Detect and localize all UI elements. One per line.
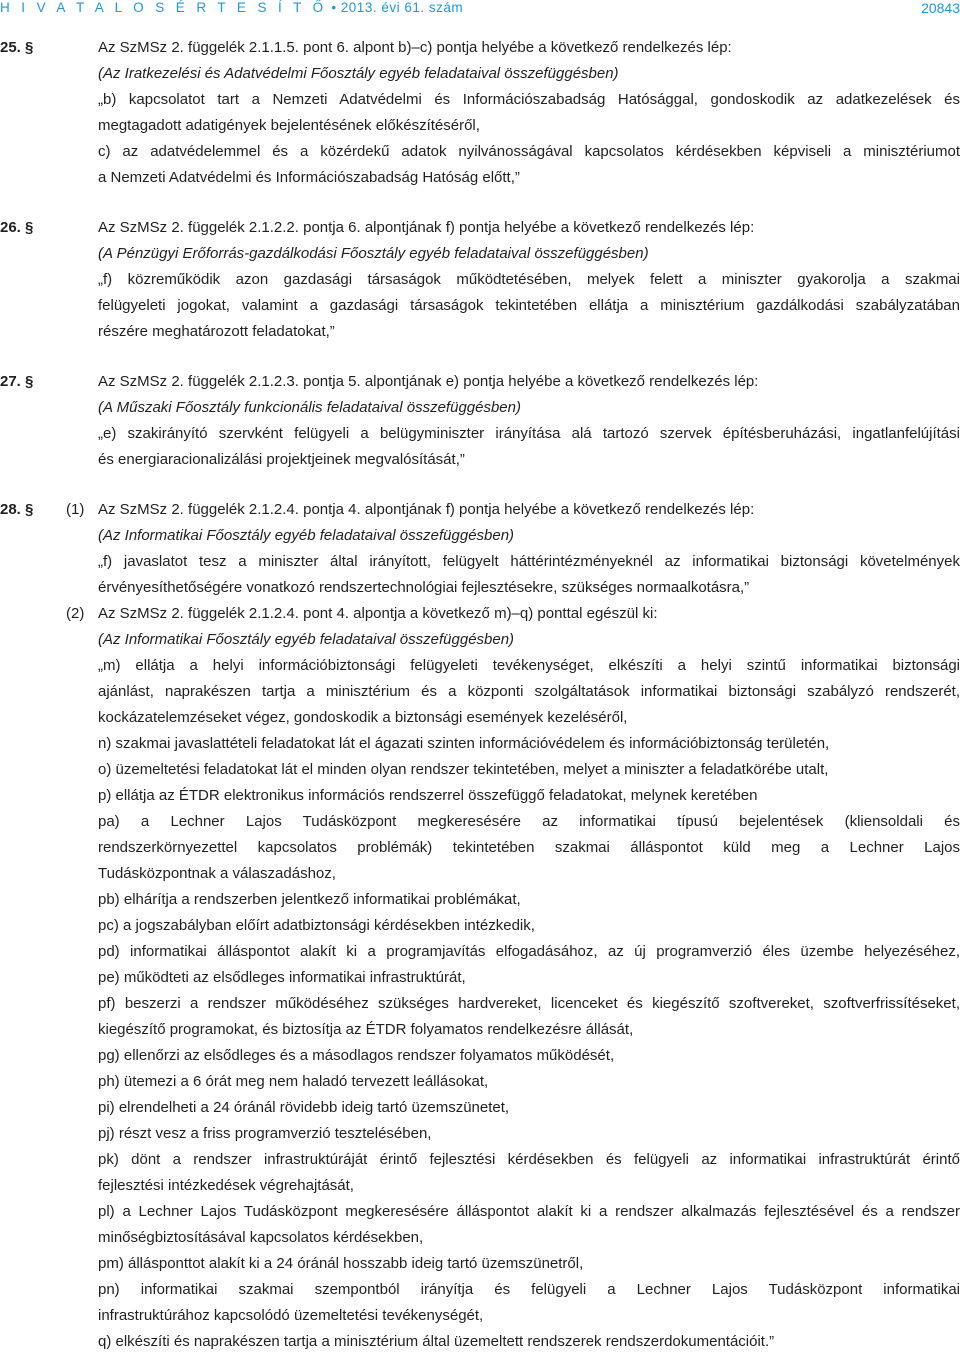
- section-4-line: [0, 861, 960, 887]
- section-2-line: [0, 215, 960, 241]
- section-3-line: [0, 395, 960, 421]
- paragraph-text: „e) szakirányító szervként felügyeli a belügyminiszter irányítása alá tartozó szervek építésberuházási, ingatlanfelújítási: [98, 425, 960, 442]
- context-heading: (Az Informatikai Főosztály egyéb feladataival összefüggésben): [98, 631, 515, 648]
- paragraph-text: infrastruktúrához kapcsolódó üzemeltetési tevékenységét,: [98, 1307, 484, 1324]
- section-2-line: [0, 319, 960, 345]
- section-4-line: [0, 549, 960, 575]
- section-number: 25. §: [0, 39, 34, 56]
- section-4-line: [0, 1017, 960, 1043]
- paragraph-text: Az SzMSz 2. függelék 2.1.2.3. pontja 5. alpontjának e) pontja helyébe a következő rendelkezés lép:: [98, 373, 759, 390]
- section-4-line: [0, 679, 960, 705]
- context-heading: (A Műszaki Főosztály funkcionális feladataival összefüggésben): [98, 399, 521, 416]
- page-header: [0, 0, 960, 14]
- section-2-line: [0, 267, 960, 293]
- section-4-line: [0, 523, 960, 549]
- paragraph-text: Az SzMSz 2. függelék 2.1.2.4. pontja 4. alpontjának f) pontja helyébe a következő rendelkezés lép:: [98, 501, 755, 518]
- section-1-line: [0, 87, 960, 113]
- paragraph-text: „f) közreműködik azon gazdasági társaságok működtetésében, melyek felett a miniszter gyakorolja a szakmai: [98, 271, 960, 288]
- section-4-line: [0, 1147, 960, 1173]
- paragraph-text: pj) részt vesz a friss programverzió tesztelésében,: [98, 1125, 432, 1142]
- section-4-line: [0, 1121, 960, 1147]
- paragraph-text: pm) állásponttot alakít ki a 24 óránál hosszabb ideig tartó üzemszünetről,: [98, 1255, 584, 1272]
- paragraph-text: Az SzMSz 2. függelék 2.1.1.5. pont 6. alpont b)–c) pontja helyébe a következő rendelkezés lép:: [98, 39, 732, 56]
- section-4-line: [0, 939, 960, 965]
- section-4-line: [0, 705, 960, 731]
- paragraph-text: ph) ütemezi a 6 órát meg nem haladó tervezett leállásokat,: [98, 1073, 489, 1090]
- paragraph-text: érvényesíthetőségére vonatkozó rendszertechnológiai fejlesztésekre, szükséges normaalkotásra,”: [98, 579, 750, 596]
- section-4-line: [0, 1277, 960, 1303]
- section-2-line: [0, 241, 960, 267]
- section-4-line: [0, 601, 960, 627]
- paragraph-text: pa) a Lechner Lajos Tudásközpont megkeresésére az informatikai típusú bejelentések (kliensoldali és: [98, 813, 960, 830]
- paragraph-text: megtagadott adatigények bejelentésének előkészítéséről,: [98, 117, 480, 134]
- paragraph-text: pl) a Lechner Lajos Tudásközpont megkeresésére álláspontot alakít ki a rendszer alkalmazás fejlesztésével és a rendszer: [98, 1203, 960, 1220]
- section-4-line: [0, 731, 960, 757]
- section-4-line: [0, 497, 960, 523]
- context-heading: (A Pénzügyi Erőforrás-gazdálkodási Főosztály egyéb feladataival összefüggésben): [98, 245, 649, 262]
- paragraph-text: a Nemzeti Adatvédelmi és Információszabadság Hatóság előtt,”: [98, 169, 520, 186]
- paragraph-text: „m) ellátja a helyi információbiztonsági felügyeleti tevékenységet, elkészíti a helyi szintű informatikai biztonsági: [98, 657, 960, 674]
- section-4-line: [0, 1069, 960, 1095]
- section-4-line: [0, 575, 960, 601]
- section-4-line: [0, 1199, 960, 1225]
- paragraph-text: pc) a jogszabályban előírt adatbiztonsági kérdésekben intézkedik,: [98, 917, 535, 934]
- section-number: 26. §: [0, 219, 34, 236]
- paragraph-text: ajánlást, naprakészen tartja a minisztérium és a központi szolgáltatások informatikai biztonsági szabályzó rendszerét,: [98, 683, 960, 700]
- section-4-line: [0, 1095, 960, 1121]
- document-body: [0, 35, 960, 1355]
- paragraph-text: q) elkészíti és naprakészen tartja a minisztérium által üzemeltett rendszerek rendszerdokumentációit.”: [98, 1333, 775, 1350]
- paragraph-text: kockázatelemzéseket végez, gondoskodik a biztonsági események kezeléséről,: [98, 709, 628, 726]
- section-3-line: [0, 447, 960, 473]
- section-4-line: [0, 1329, 960, 1355]
- section-4-line: [0, 913, 960, 939]
- paragraph-text: o) üzemeltetési feladatokat lát el minden olyan rendszer tekintetében, melyet a miniszter a feladatkörébe utalt,: [98, 761, 829, 778]
- journal-header: [0, 0, 463, 15]
- paragraph-text: n) szakmai javaslattételi feladatokat lát el ágazati szinten információvédelem és információbiztonság területén,: [98, 735, 830, 752]
- paragraph-text: Az SzMSz 2. függelék 2.1.2.2. pontja 6. alpontjának f) pontja helyébe a következő rendelkezés lép:: [98, 219, 755, 236]
- section-1-line: [0, 61, 960, 87]
- paragraph-text: rendszerkörnyezettel kapcsolatos problémák) tekintetében szakmai álláspontot küld meg a Lechner Lajos: [98, 839, 960, 856]
- paragraph-text: fejlesztési intézkedések végrehajtását,: [98, 1177, 354, 1194]
- paragraph-text: „f) javaslatot tesz a miniszter által irányított, felügyelt háttérintézményeknél az informatikai biztonsági követelmények: [98, 553, 960, 570]
- section-3-line: [0, 421, 960, 447]
- page-number: 20843: [921, 0, 960, 16]
- paragraph-text: részére meghatározott feladatokat,”: [98, 323, 335, 340]
- section-4-line: [0, 887, 960, 913]
- paragraph-text: pi) elrendelheti a 24 óránál rövidebb ideig tartó üzemszünetet,: [98, 1099, 510, 1116]
- paragraph-text: p) ellátja az ÉTDR elektronikus információs rendszerrel összefüggő feladatokat, melynek keretében: [98, 787, 758, 804]
- section-4-line: [0, 1043, 960, 1069]
- paragraph-text: kiegészítő programokat, és biztosítja az ÉTDR folyamatos rendelkezésre állását,: [98, 1021, 634, 1038]
- section-2-line: [0, 293, 960, 319]
- paragraph-text: felügyeleti jogokat, valamint a gazdasági társaságok tekintetében ellátja a minisztérium gazdálkodási szabályzatában: [98, 297, 960, 314]
- section-4-line: [0, 757, 960, 783]
- paragraph-text: pb) elhárítja a rendszerben jelentkező informatikai problémákat,: [98, 891, 521, 908]
- section-1-line: [0, 165, 960, 191]
- context-heading: (Az Iratkezelési és Adatvédelmi Főosztály egyéb feladataival összefüggésben): [98, 65, 619, 82]
- paragraph-text: pe) működteti az elsődleges informatikai infrastruktúrát,: [98, 969, 466, 986]
- paragraph-text: pg) ellenőrzi az elsődleges és a másodlagos rendszer folyamatos működését,: [98, 1047, 615, 1064]
- paragraph-text: pk) dönt a rendszer infrastruktúráját érintő fejlesztési kérdésekben és felügyeli az informatikai infrastruktúrát érintő: [98, 1151, 960, 1168]
- paragraph-text: pn) informatikai szakmai szempontból irányítja és felügyeli a Lechner Lajos Tudásközpont informatikai: [98, 1281, 960, 1298]
- section-4-line: [0, 1303, 960, 1329]
- section-4-line: [0, 835, 960, 861]
- subsection-number: (2): [66, 605, 85, 622]
- journal-title: H I V A T A L O S É R T E S Í T Ő: [0, 0, 328, 15]
- section-4-line: [0, 965, 960, 991]
- section-4-line: [0, 627, 960, 653]
- context-heading: (Az Informatikai Főosztály egyéb feladataival összefüggésben): [98, 527, 515, 544]
- paragraph-text: pf) beszerzi a rendszer működéséhez szükséges hardvereket, licenceket és kiegészítő szoftvereket, szoftverfrissítéseket,: [98, 995, 960, 1012]
- section-1-line: [0, 139, 960, 165]
- section-number: 27. §: [0, 373, 34, 390]
- section-4-line: [0, 1225, 960, 1251]
- paragraph-text: pd) informatikai álláspontot alakít ki a programjavítás elfogadásához, az új programverzió éles üzembe helyezéséhez,: [98, 943, 960, 960]
- paragraph-text: „b) kapcsolatot tart a Nemzeti Adatvédelmi és Információszabadság Hatósággal, gondoskodik az adatkezelések és: [98, 91, 960, 108]
- issue-label: • 2013. évi 61. szám: [327, 0, 464, 15]
- paragraph-text: Tudásközpontnak a válaszadáshoz,: [98, 865, 336, 882]
- section-4-line: [0, 991, 960, 1017]
- paragraph-text: c) az adatvédelemmel és a közérdekű adatok nyilvánosságával kapcsolatos kérdésekben képviseli a minisztériumot: [98, 143, 960, 160]
- paragraph-text: Az SzMSz 2. függelék 2.1.2.4. pont 4. alpontja a következő m)–q) ponttal egészül ki:: [98, 605, 658, 622]
- section-4-line: [0, 653, 960, 679]
- paragraph-text: és energiaracionalizálási projektjeinek megvalósítását,”: [98, 451, 465, 468]
- section-1-line: [0, 35, 960, 61]
- section-3-line: [0, 369, 960, 395]
- subsection-number: (1): [66, 501, 85, 518]
- section-4-line: [0, 809, 960, 835]
- section-number: 28. §: [0, 501, 34, 518]
- section-1-line: [0, 113, 960, 139]
- section-4-line: [0, 1251, 960, 1277]
- paragraph-text: minőségbiztosításával kapcsolatos kérdésekben,: [98, 1229, 424, 1246]
- section-4-line: [0, 783, 960, 809]
- section-4-line: [0, 1173, 960, 1199]
